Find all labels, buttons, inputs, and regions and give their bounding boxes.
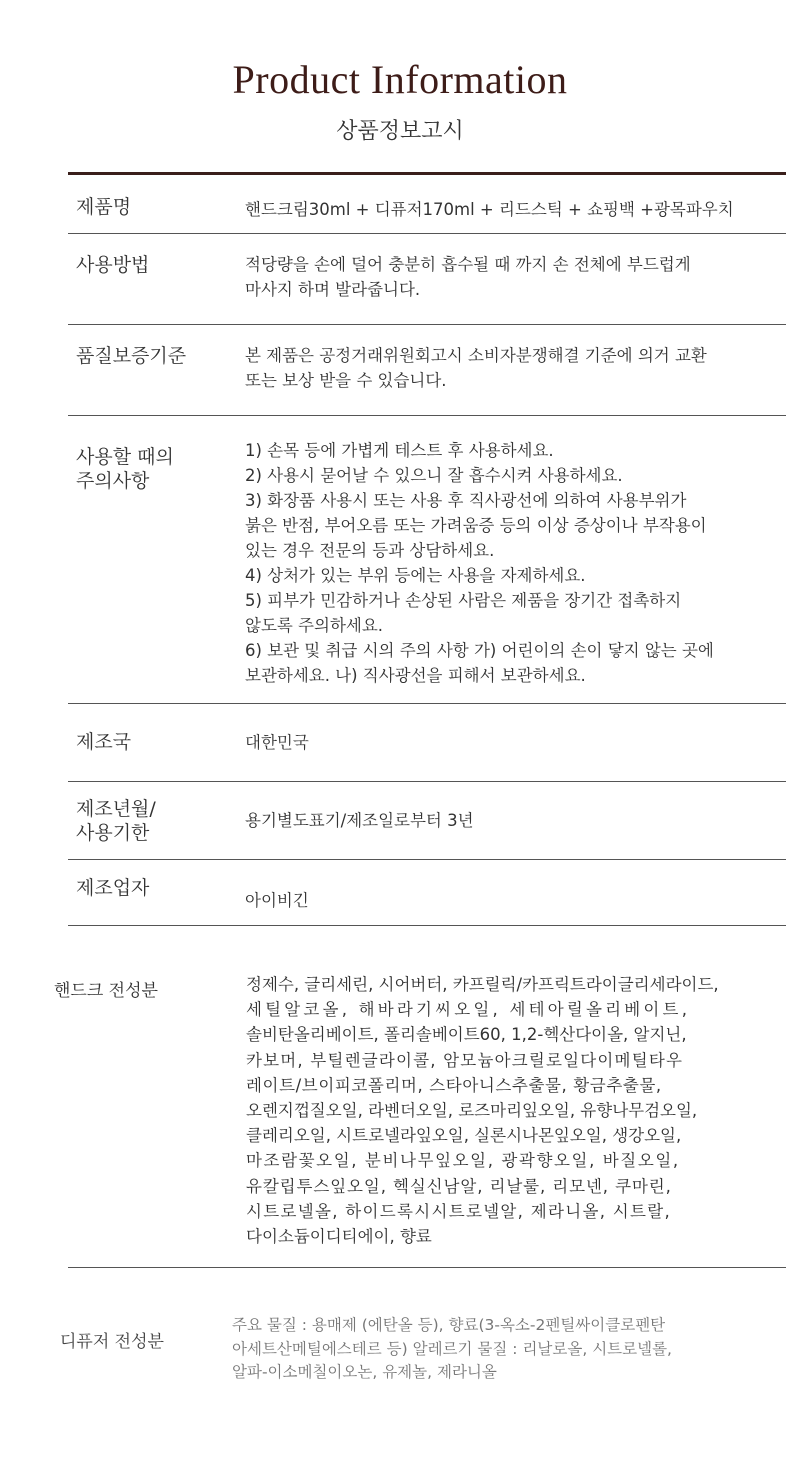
row-value: 본 제품은 공정거래위원회고시 소비자분쟁해결 기준에 의거 교환 또는 보상 받을 수 있습니다.: [245, 346, 707, 390]
page-title: Product Information: [232, 57, 568, 102]
row-label: 품질보증기준: [76, 345, 187, 367]
row-value: 대한민국: [245, 733, 309, 752]
row-divider: [68, 703, 786, 704]
row-divider: [68, 925, 786, 926]
row-value: 1) 손목 등에 가볍게 테스트 후 사용하세요. 2) 사용시 묻어날 수 있으니 잘 흡수시켜 사용하세요. 3) 화장품 사용시 또는 사용 후 직사광선에 의하여 사용부위가 붉은 반점, 부어오름 또는 가려움증 등의 이상 증상이나 부작용이 있는 경우 전문의 등과 상담하세요. 4) 상처가 있는 부위 등에는 사용을 자제하세요. 5) 피부가 민감하거나 손상된 사람은 제품을 장기간 접촉하지 않도록 주의하세요. 6) 보관 및 취급 시의 주의 사항 가) 어린이의 손이 닿지 않는 곳에 보관하세요. 나) 직사광선을 피해서 보관하세요.: [245, 441, 714, 685]
hand-cream-ingredients: 정제수, 글리세린, 시어버터, 카프릴릭/카프릭트라이글리세라이드, 세틸알코올, 해바라기씨오일, 세테아릴올리베이트, 솔비탄올리베이트, 폴리솔베이트60, 1,2-헥산다이올, 알지닌, 카보머, 부틸렌글라이콜, 암모늄아크릴로일다이메틸타우 레이트/브이피코폴리머, 스타아니스추출물, 황금추출물, 오렌지껍질오일, 라벤더오일, 로즈마리잎오일, 유향나무검오일, 클레리오일, 시트로넬라잎오일, 실론시나몬잎오일, 생강오일, 마조람꽃오일, 분비나무잎오일, 광곽향오일, 바질오일, 유칼립투스잎오일, 헥실신남알, 리날룰, 리모넨, 쿠마린, 시트로넬올, 하이드록시시트로넬알, 제라니올, 시트랄, 다이소듐이디티에이, 향료: [246, 975, 719, 1247]
row-value: 적당량을 손에 덜어 충분히 흡수될 때 까지 손 전체에 부드럽게 마사지 하며 발라줍니다.: [245, 255, 691, 299]
row-divider: [68, 233, 786, 234]
row-label: 제조국: [76, 731, 132, 753]
diffuser-ingredients: 주요 물질 : 용매제 (에탄올 등), 향료(3-옥소-2펜틸싸이클로펜탄 아세트산메틸에스테르 등) 알레르기 물질 : 리날로올, 시트로넬롤, 알파-이소메칠이오논, 유제놀, 제라니올: [232, 1316, 672, 1381]
row-divider: [68, 859, 786, 860]
row-label: 사용할 때의 주의사항: [76, 446, 174, 492]
row-divider: [68, 1267, 786, 1268]
row-value: 아이비긴: [245, 891, 309, 910]
row-value: 핸드크림30ml + 디퓨저170ml + 리드스틱 + 쇼핑백 +광목파우치: [245, 200, 734, 219]
row-value: 용기별도표기/제조일로부터 3년: [245, 811, 474, 830]
row-divider: [68, 324, 786, 325]
row-label: 사용방법: [76, 254, 150, 276]
page-subtitle: 상품정보고시: [336, 119, 464, 144]
row-label: 제품명: [76, 196, 132, 218]
row-divider: [68, 415, 786, 416]
row-label: 제조업자: [76, 877, 150, 899]
diffuser-ingredients-label: 디퓨저 전성분: [60, 1332, 164, 1352]
row-divider: [68, 781, 786, 782]
row-label: 제조년월/ 사용기한: [76, 798, 156, 844]
hand-cream-ingredients-label: 핸드크 전성분: [54, 981, 158, 1001]
top-divider: [68, 172, 786, 175]
